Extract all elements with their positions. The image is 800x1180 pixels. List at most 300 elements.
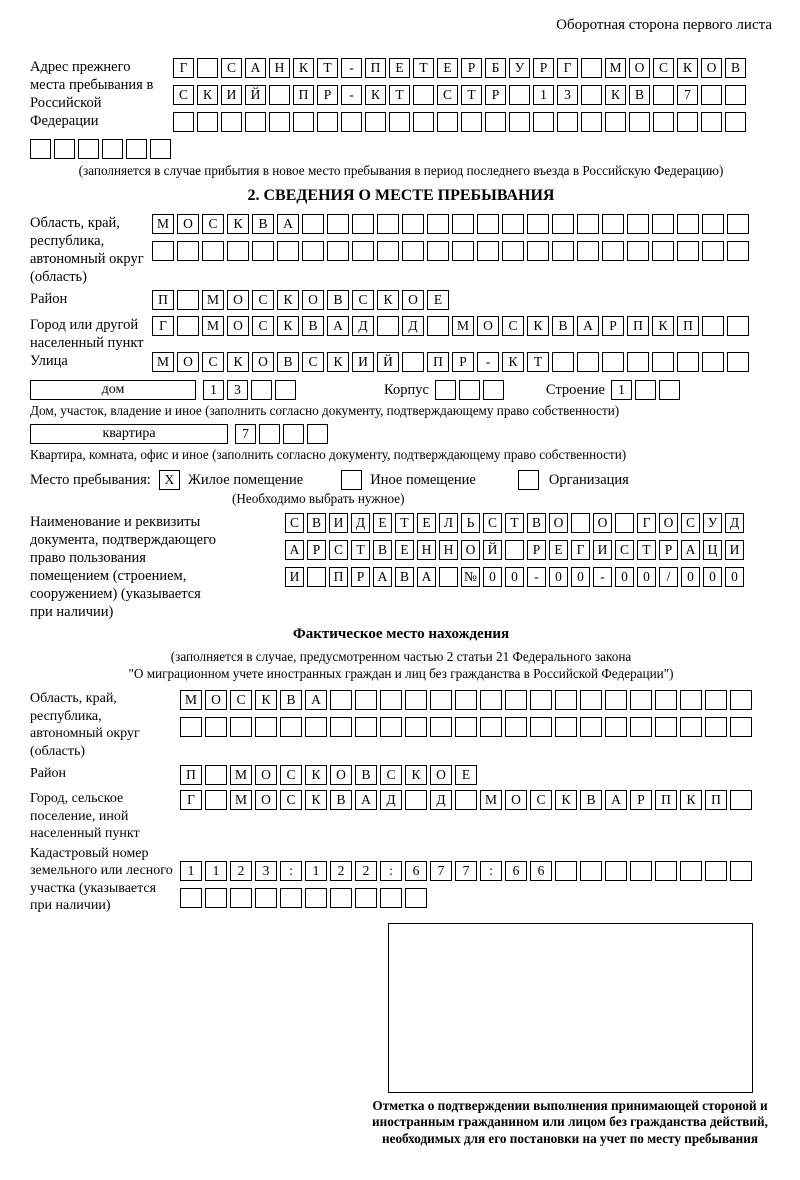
char-cell: - [593, 567, 612, 587]
char-cell [627, 214, 649, 234]
char-cell: К [555, 790, 577, 810]
char-cell [275, 380, 296, 400]
char-cell: П [180, 765, 202, 785]
apartment-cells [235, 424, 328, 444]
char-cell [725, 112, 746, 132]
char-cell: М [202, 290, 224, 310]
char-cell: А [577, 316, 599, 336]
char-cell: Р [485, 85, 506, 105]
char-cell: К [197, 85, 218, 105]
char-cell: Р [351, 567, 370, 587]
char-cell: Д [430, 790, 452, 810]
char-cell [317, 112, 338, 132]
char-cell: Г [557, 58, 578, 78]
char-cell [177, 290, 199, 310]
char-cell: 0 [681, 567, 700, 587]
char-cell: 0 [549, 567, 568, 587]
char-cell: Т [637, 540, 656, 560]
char-cell: В [280, 690, 302, 710]
char-cell: С [252, 316, 274, 336]
char-cell: Н [439, 540, 458, 560]
char-cell: 0 [725, 567, 744, 587]
char-cell [355, 888, 377, 908]
char-cell: А [285, 540, 304, 560]
char-cell [455, 717, 477, 737]
char-cell: Е [437, 58, 458, 78]
char-cell: И [725, 540, 744, 560]
char-cell: 0 [637, 567, 656, 587]
char-cell: К [405, 765, 427, 785]
char-cell: К [277, 316, 299, 336]
char-cell [727, 214, 749, 234]
char-cell [530, 717, 552, 737]
char-cell: С [352, 290, 374, 310]
char-cell: А [355, 790, 377, 810]
char-cell: П [627, 316, 649, 336]
region-label: Область, край, республика, автономный округ (область) [30, 214, 144, 285]
char-cell: С [653, 58, 674, 78]
char-cell: У [703, 513, 722, 533]
char-cell: № [461, 567, 480, 587]
char-cell [527, 241, 549, 261]
char-cell: 0 [703, 567, 722, 587]
char-cell: 1 [533, 85, 554, 105]
char-cell: С [302, 352, 324, 372]
char-cell [727, 316, 749, 336]
char-cell: : [280, 861, 302, 881]
char-cell [380, 690, 402, 710]
char-cell [477, 241, 499, 261]
region-row-2 [152, 241, 749, 261]
char-cell [251, 380, 272, 400]
char-cell: К [677, 58, 698, 78]
char-cell: М [605, 58, 626, 78]
char-cell [377, 241, 399, 261]
char-cell: В [580, 790, 602, 810]
char-cell [730, 790, 752, 810]
char-cell [126, 139, 147, 159]
actual-region-rows [180, 690, 752, 761]
confirmation-stamp-box [388, 923, 753, 1093]
char-cell: В [277, 352, 299, 372]
char-cell [577, 214, 599, 234]
char-cell: Л [439, 513, 458, 533]
char-cell: X [159, 470, 180, 490]
char-cell: 6 [505, 861, 527, 881]
char-cell [293, 112, 314, 132]
cadastral-block [30, 845, 772, 915]
char-cell [327, 241, 349, 261]
stay-option-residential-checkbox [159, 470, 180, 490]
char-cell [655, 861, 677, 881]
char-cell [30, 139, 51, 159]
char-cell: 3 [557, 85, 578, 105]
char-cell: - [341, 58, 362, 78]
char-cell [680, 717, 702, 737]
char-cell [605, 690, 627, 710]
char-cell: С [202, 214, 224, 234]
char-cell: В [330, 790, 352, 810]
char-cell: К [227, 214, 249, 234]
char-cell [380, 888, 402, 908]
char-cell [205, 717, 227, 737]
char-cell: В [725, 58, 746, 78]
char-cell: И [593, 540, 612, 560]
prev-address-block [30, 58, 772, 132]
char-cell [330, 717, 352, 737]
char-cell [730, 717, 752, 737]
cadastral-row-1 [180, 861, 752, 881]
char-cell [402, 241, 424, 261]
char-cell: О [177, 352, 199, 372]
char-cell [630, 861, 652, 881]
korpus-label: Корпус [384, 381, 429, 398]
char-cell [435, 380, 456, 400]
char-cell [252, 241, 274, 261]
char-cell: 0 [571, 567, 590, 587]
char-cell [635, 380, 656, 400]
char-cell: О [629, 58, 650, 78]
char-cell: Е [455, 765, 477, 785]
char-cell [305, 888, 327, 908]
char-cell: Е [417, 513, 436, 533]
char-cell: О [477, 316, 499, 336]
char-cell [557, 112, 578, 132]
stay-option-organization-checkbox [518, 470, 539, 490]
char-cell: - [477, 352, 499, 372]
char-cell: О [330, 765, 352, 785]
char-cell [518, 470, 539, 490]
char-cell: М [152, 214, 174, 234]
char-cell [580, 717, 602, 737]
char-cell: С [502, 316, 524, 336]
char-cell: К [605, 85, 626, 105]
char-cell [581, 58, 602, 78]
char-cell: П [293, 85, 314, 105]
char-cell [430, 717, 452, 737]
char-cell: К [365, 85, 386, 105]
char-cell: К [305, 790, 327, 810]
char-cell: 1 [611, 380, 632, 400]
char-cell: К [305, 765, 327, 785]
char-cell [730, 690, 752, 710]
char-cell [455, 690, 477, 710]
document-block [30, 513, 772, 621]
char-cell [702, 214, 724, 234]
char-cell: Д [380, 790, 402, 810]
char-cell: А [327, 316, 349, 336]
char-cell [205, 790, 227, 810]
char-cell: И [285, 567, 304, 587]
char-cell [483, 380, 504, 400]
char-cell [555, 861, 577, 881]
char-cell [305, 717, 327, 737]
char-cell: Г [571, 540, 590, 560]
char-cell: К [680, 790, 702, 810]
char-cell [577, 241, 599, 261]
char-cell: Г [180, 790, 202, 810]
char-cell [152, 241, 174, 261]
char-cell: С [173, 85, 194, 105]
char-cell: Р [630, 790, 652, 810]
stroenie-label: Строение [545, 381, 605, 398]
stroenie-cells [611, 380, 680, 400]
char-cell [677, 214, 699, 234]
char-cell [505, 540, 524, 560]
char-cell: А [373, 567, 392, 587]
char-cell [377, 214, 399, 234]
char-cell [355, 717, 377, 737]
page-side-note: Оборотная сторона первого листа [556, 17, 772, 33]
char-cell: С [221, 58, 242, 78]
char-cell: Е [389, 58, 410, 78]
char-cell: Б [485, 58, 506, 78]
street-row [152, 352, 749, 372]
char-cell: А [305, 690, 327, 710]
document-row-1 [285, 513, 744, 533]
stay-option-organization-label: Организация [548, 471, 629, 488]
char-cell [180, 888, 202, 908]
actual-location-note-1: (заполняется в случае, предусмотренном частью 2 статьи 21 Федерального закона [170, 649, 632, 664]
stay-option-other-checkbox [341, 470, 362, 490]
char-cell: Д [352, 316, 374, 336]
house-note: Дом, участок, владение и иное (заполнить согласно документу, подтверждающему право собственности) [30, 402, 620, 418]
char-cell [509, 112, 530, 132]
char-cell [402, 352, 424, 372]
char-cell [102, 139, 123, 159]
char-cell [230, 888, 252, 908]
char-cell [677, 352, 699, 372]
char-cell: А [245, 58, 266, 78]
char-cell [653, 112, 674, 132]
city-row [152, 316, 749, 352]
char-cell [202, 241, 224, 261]
char-cell [352, 214, 374, 234]
char-cell: 0 [615, 567, 634, 587]
char-cell: Д [402, 316, 424, 336]
char-cell [455, 790, 477, 810]
char-cell: М [480, 790, 502, 810]
char-cell [255, 888, 277, 908]
char-cell [330, 690, 352, 710]
char-cell: С [285, 513, 304, 533]
actual-city-block [30, 790, 772, 843]
char-cell [405, 717, 427, 737]
char-cell: М [230, 765, 252, 785]
char-cell [427, 241, 449, 261]
char-cell [555, 690, 577, 710]
char-cell: П [427, 352, 449, 372]
char-cell: М [452, 316, 474, 336]
char-cell: С [230, 690, 252, 710]
char-cell [355, 690, 377, 710]
char-cell [581, 85, 602, 105]
char-cell [653, 85, 674, 105]
char-cell [280, 888, 302, 908]
char-cell [502, 214, 524, 234]
char-cell [602, 352, 624, 372]
char-cell [581, 112, 602, 132]
char-cell [452, 214, 474, 234]
char-cell: В [307, 513, 326, 533]
char-cell [705, 861, 727, 881]
char-cell [427, 316, 449, 336]
char-cell [197, 112, 218, 132]
char-cell: С [380, 765, 402, 785]
char-cell: А [681, 540, 700, 560]
char-cell [509, 85, 530, 105]
char-cell [197, 58, 218, 78]
char-cell [302, 241, 324, 261]
char-cell [680, 690, 702, 710]
char-cell: П [365, 58, 386, 78]
actual-region-row-1 [180, 690, 752, 710]
prev-address-row-3 [173, 112, 746, 132]
stay-option-other-label: Иное помещение [370, 471, 476, 488]
actual-district-label: Район [30, 766, 66, 781]
char-cell: 1 [305, 861, 327, 881]
stay-type-note: (Необходимо выбрать нужное) [232, 490, 405, 506]
char-cell: О [255, 790, 277, 810]
char-cell: П [329, 567, 348, 587]
char-cell [480, 717, 502, 737]
char-cell [605, 112, 626, 132]
char-cell [245, 112, 266, 132]
char-cell [505, 690, 527, 710]
char-cell: Г [152, 316, 174, 336]
char-cell: Р [533, 58, 554, 78]
char-cell: 2 [355, 861, 377, 881]
char-cell [705, 690, 727, 710]
char-cell [530, 690, 552, 710]
house-block [30, 380, 772, 400]
char-cell [655, 690, 677, 710]
actual-region-row-2 [180, 717, 752, 737]
char-cell [602, 214, 624, 234]
char-cell [605, 861, 627, 881]
char-cell [283, 424, 304, 444]
char-cell: Р [602, 316, 624, 336]
char-cell [280, 717, 302, 737]
char-cell [230, 717, 252, 737]
char-cell: 7 [235, 424, 256, 444]
char-cell: В [552, 316, 574, 336]
char-cell: 3 [227, 380, 248, 400]
char-cell [380, 717, 402, 737]
char-cell: Р [527, 540, 546, 560]
char-cell: Т [527, 352, 549, 372]
char-cell: 6 [405, 861, 427, 881]
char-cell [173, 112, 194, 132]
char-cell: П [655, 790, 677, 810]
char-cell [413, 112, 434, 132]
char-cell: О [593, 513, 612, 533]
apartment-note: Квартира, комната, офис и иное (заполнить согласно документу, подтверждающему право собственности) [30, 447, 627, 462]
house-number-cells [203, 380, 296, 400]
char-cell: : [480, 861, 502, 881]
char-cell: Т [351, 540, 370, 560]
char-cell: О [402, 290, 424, 310]
char-cell: С [615, 540, 634, 560]
char-cell: 7 [455, 861, 477, 881]
char-cell: Й [245, 85, 266, 105]
cadastral-label: Кадастровый номер земельного или лесного участка (указывается при наличии) [30, 845, 173, 913]
char-cell: Р [307, 540, 326, 560]
actual-district-row [180, 765, 477, 785]
prev-address-label: Адрес прежнего места пребывания в Российской Федерации [30, 59, 154, 129]
char-cell: К [377, 290, 399, 310]
char-cell [180, 717, 202, 737]
char-cell: Р [317, 85, 338, 105]
char-cell: С [329, 540, 348, 560]
char-cell: Е [427, 290, 449, 310]
char-cell [227, 241, 249, 261]
char-cell [527, 214, 549, 234]
char-cell [277, 241, 299, 261]
char-cell: О [659, 513, 678, 533]
char-cell: Р [659, 540, 678, 560]
char-cell [505, 717, 527, 737]
char-cell [630, 717, 652, 737]
char-cell [480, 690, 502, 710]
char-cell: Д [725, 513, 744, 533]
char-cell [452, 241, 474, 261]
char-cell [602, 241, 624, 261]
char-cell [702, 316, 724, 336]
stay-type-block [30, 470, 772, 490]
char-cell: Р [452, 352, 474, 372]
char-cell: Р [461, 58, 482, 78]
cadastral-row-2 [180, 888, 752, 908]
char-cell: С [681, 513, 700, 533]
char-cell: К [227, 352, 249, 372]
char-cell [652, 352, 674, 372]
char-cell [555, 717, 577, 737]
char-cell [605, 717, 627, 737]
street-block [30, 352, 772, 372]
char-cell: О [430, 765, 452, 785]
char-cell [205, 765, 227, 785]
apartment-label-box: квартира [30, 424, 228, 444]
char-cell: 1 [203, 380, 224, 400]
char-cell [630, 690, 652, 710]
char-cell: И [221, 85, 242, 105]
char-cell [677, 112, 698, 132]
char-cell [150, 139, 171, 159]
char-cell: В [355, 765, 377, 785]
char-cell [427, 214, 449, 234]
char-cell [552, 352, 574, 372]
char-cell [221, 112, 242, 132]
char-cell [330, 888, 352, 908]
char-cell: И [352, 352, 374, 372]
char-cell: С [530, 790, 552, 810]
city-block [30, 316, 772, 352]
char-cell [655, 717, 677, 737]
char-cell: М [152, 352, 174, 372]
cadastral-rows [180, 861, 752, 915]
char-cell: О [461, 540, 480, 560]
char-cell: О [255, 765, 277, 785]
district-label: Район [30, 290, 68, 307]
section2-title: 2. СВЕДЕНИЯ О МЕСТЕ ПРЕБЫВАНИЯ [247, 186, 555, 204]
char-cell: П [705, 790, 727, 810]
char-cell [205, 888, 227, 908]
char-cell: 0 [483, 567, 502, 587]
char-cell [627, 352, 649, 372]
char-cell: Е [373, 513, 392, 533]
char-cell [725, 85, 746, 105]
